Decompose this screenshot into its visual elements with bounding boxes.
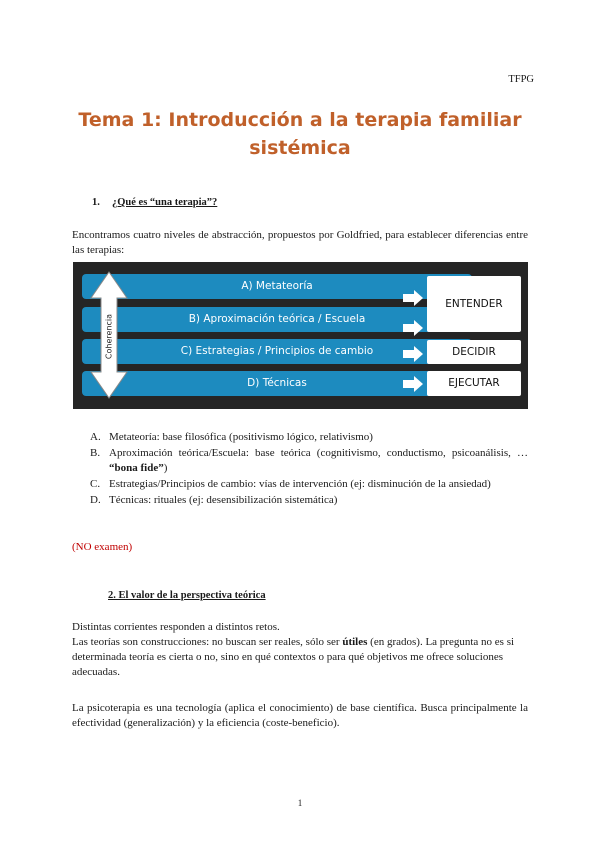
section-2-line-1: Distintas corrientes responden a distintos retos. xyxy=(72,621,280,633)
utiles-emphasis: útiles xyxy=(342,636,368,648)
section-1-number: 1. xyxy=(92,197,100,208)
list-item: D. Técnicas: rituales (ej: desensibilización sistemática) xyxy=(90,494,338,506)
list-item: A. Metateoría: base filosófica (positivismo lógico, relativismo) xyxy=(90,431,373,443)
running-header: TFPG xyxy=(508,74,534,85)
arrow-right-icon xyxy=(403,376,423,392)
section-1-heading xyxy=(92,197,217,208)
abstraction-levels-diagram xyxy=(73,262,528,409)
box-entender: ENTENDER xyxy=(427,276,521,332)
section-2-paragraph-2: La psicoterapia es una tecnología (aplica el conocimiento) de base científica. Busca principalmente la efectividad (generalización) y la eficiencia (coste-beneficio). xyxy=(72,702,528,729)
arrow-right-icon xyxy=(403,290,423,306)
no-exam-note: (NO examen) xyxy=(72,541,133,553)
section-2-heading: 2. El valor de la perspectiva teórica xyxy=(108,590,266,601)
section-2-paragraph-1 xyxy=(72,620,528,680)
arrow-right-icon xyxy=(403,346,423,362)
level-bar-estrategias: C) Estrategias / Principios de cambio xyxy=(82,339,472,364)
box-decidir: DECIDIR xyxy=(427,340,521,364)
list-item: B. Aproximación teórica/Escuela: base teórica (cognitivismo, conductismo, psicoanálisis, … “bona fide”) xyxy=(90,447,528,474)
level-bar-aproximacion: B) Aproximación teórica / Escuela xyxy=(82,307,472,332)
section-1-intro: Encontramos cuatro niveles de abstracción, propuestos por Goldfried, para establecer diferencias entre las terapias: xyxy=(72,229,528,256)
section-2-line-2: Las teorías son construcciones: no buscan ser reales, sólo ser útiles (en grados). La pregunta no es si determinada teoría es cierta o no, sino en qué contextos o para qué objetivos me ofrece soluciones adecuadas. xyxy=(72,636,515,678)
arrow-right-icon xyxy=(403,320,423,336)
levels-list xyxy=(90,430,528,509)
section-1-title: ¿Qué es “una terapia”? xyxy=(112,197,218,208)
box-ejecutar: EJECUTAR xyxy=(427,371,521,396)
page-title xyxy=(60,106,540,162)
title-line-1: Tema 1: Introducción a la terapia familiar xyxy=(78,109,522,131)
bona-fide-emphasis: “bona fide” xyxy=(109,462,164,474)
list-item: C. Estrategias/Principios de cambio: vías de intervención (ej: disminución de la ansiedad) xyxy=(90,478,491,490)
page-number: 1 xyxy=(297,798,303,808)
title-line-2: sistémica xyxy=(249,137,351,159)
level-bar-metateoria: A) Metateoría xyxy=(82,274,472,299)
coherence-label: Coherencia xyxy=(104,313,114,360)
level-bar-tecnicas: D) Técnicas xyxy=(82,371,472,396)
